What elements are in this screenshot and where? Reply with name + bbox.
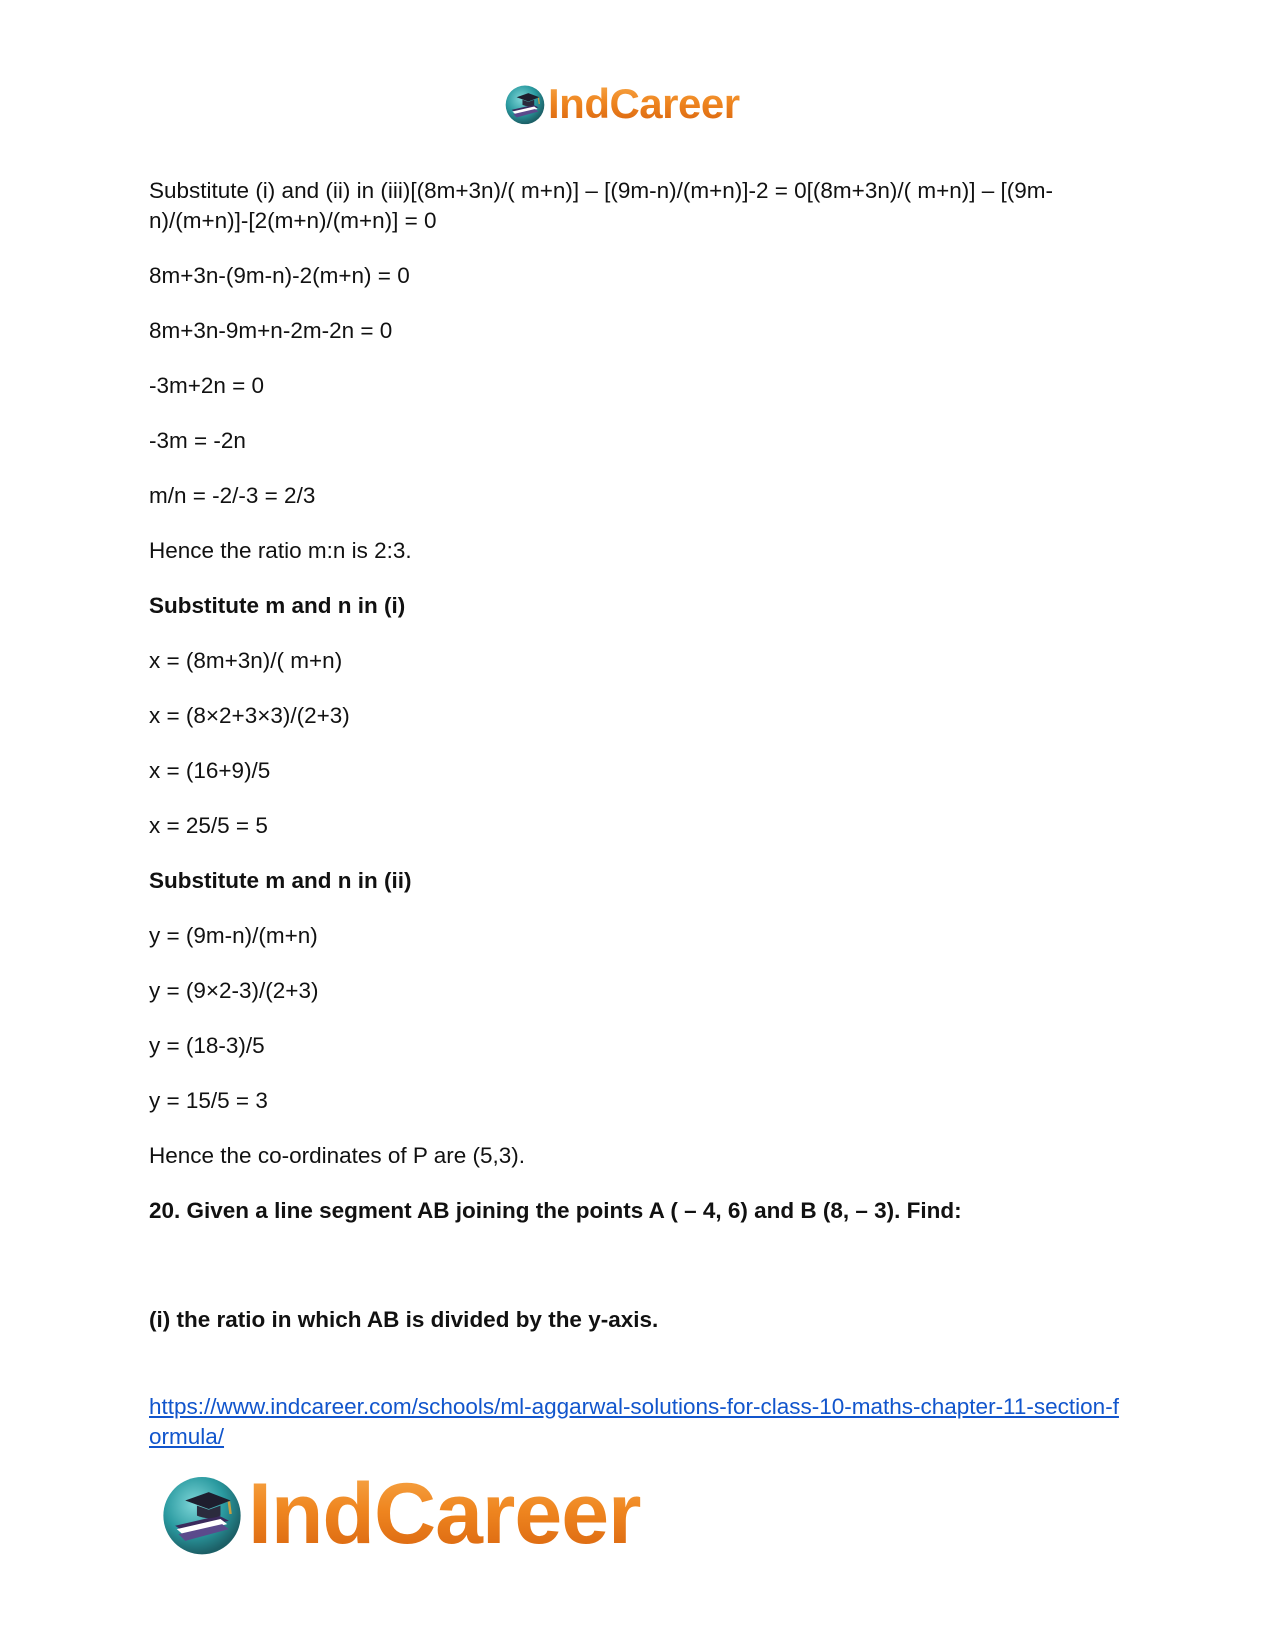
- text-line: y = (9×2-3)/(2+3): [149, 978, 319, 1003]
- question-heading: 20. Given a line segment AB joining the points A ( – 4, 6) and B (8, – 3). Find:: [149, 1198, 962, 1223]
- logo-emblem-icon: [160, 1472, 244, 1556]
- text-line: x = (8m+3n)/( m+n): [149, 648, 343, 673]
- document-body: [149, 176, 1129, 1335]
- text-line: 8m+3n-9m+n-2m-2n = 0: [149, 318, 393, 343]
- text-line: x = (16+9)/5: [149, 758, 271, 783]
- text-line: Substitute (i) and (ii) in (iii)[(8m+3n)/( m+n)] – [(9m-n)/(m+n)]-2 = 0[(8m+3n)/( m+n)] – [(9m-n)/(m+n)]-[2(m+n)/(m+n)] = 0: [149, 178, 1053, 233]
- footer-logo-text: IndCareer: [248, 1466, 641, 1562]
- header-logo-text: IndCareer: [548, 80, 740, 127]
- text-line: m/n = -2/-3 = 2/3: [149, 483, 316, 508]
- question-part: (i) the ratio in which AB is divided by the y-axis.: [149, 1307, 659, 1332]
- text-line: y = (9m-n)/(m+n): [149, 923, 318, 948]
- text-line: 8m+3n-(9m-n)-2(m+n) = 0: [149, 263, 410, 288]
- text-line: -3m+2n = 0: [149, 373, 265, 398]
- text-line: y = (18-3)/5: [149, 1033, 265, 1058]
- text-line: Hence the co-ordinates of P are (5,3).: [149, 1143, 526, 1168]
- text-line: x = (8×2+3×3)/(2+3): [149, 703, 350, 728]
- subheading: Substitute m and n in (i): [149, 593, 406, 618]
- text-line: y = 15/5 = 3: [149, 1088, 268, 1113]
- header-logo: [504, 78, 740, 130]
- logo-emblem-icon: [504, 83, 546, 125]
- text-line: -3m = -2n: [149, 428, 246, 453]
- footer-logo: [160, 1464, 641, 1564]
- text-line: x = 25/5 = 5: [149, 813, 268, 838]
- text-line: Hence the ratio m:n is 2:3.: [149, 538, 412, 563]
- subheading: Substitute m and n in (ii): [149, 868, 412, 893]
- source-link[interactable]: https://www.indcareer.com/schools/ml-aggarwal-solutions-for-class-10-maths-chapter-11-section-formula/: [149, 1394, 1119, 1449]
